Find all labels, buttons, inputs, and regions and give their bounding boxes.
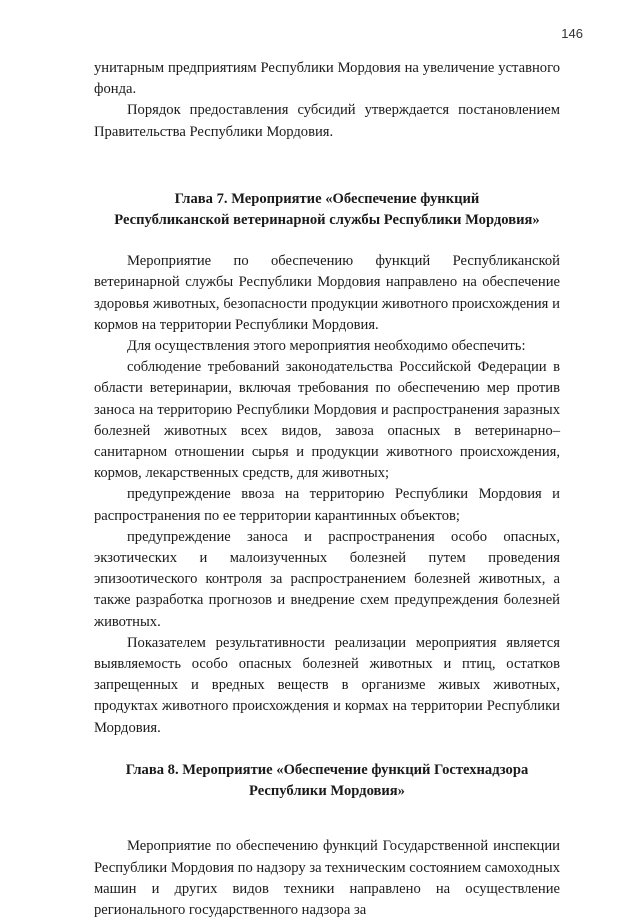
chapter-8-heading-line-2: Республики Мордовия» bbox=[249, 783, 405, 800]
paragraph: Показателем результативности реализации мероприятия является выявляемость особо опасных болезней животных и птиц, остатков запрещенных и вредных веществ в организме живых животных, продуктах животного происхождения и кормах на территории Республики Мордовия. bbox=[94, 634, 560, 736]
paragraph: Для осуществления этого мероприятия необходимо обеспечить: bbox=[127, 338, 526, 355]
chapter-8-heading-line-1: Глава 8. Мероприятие «Обеспечение функций Гостехнадзора bbox=[125, 761, 529, 778]
paragraph: Мероприятие по обеспечению функций Республиканской ветеринарной службы Республики Мордовия направлено на обеспечение здоровья животных, безопасности продукции животного происхождения и кормов на территории Республики Мордовия. bbox=[94, 253, 560, 333]
chapter-7-heading-line-2: Республиканской ветеринарной службы Республики Мордовия» bbox=[114, 212, 540, 229]
chapter-7-heading-line-1: Глава 7. Мероприятие «Обеспечение функций bbox=[174, 190, 480, 207]
paragraph: Мероприятие по обеспечению функций Государственной инспекции Республики Мордовия по надзору за техническим состоянием самоходных машин и других видов техники направлено на осуществление регионального государственного надзора за bbox=[94, 838, 561, 918]
paragraph: предупреждение ввоза на территорию Республики Мордовия и распространения по ее территории карантинных объектов; bbox=[94, 486, 560, 524]
paragraph: унитарным предприятиям Республики Мордовия на увеличение уставного фонда. bbox=[94, 60, 560, 98]
paragraph: предупреждение заноса и распространения особо опасных, экзотических и малоизученных болезней путем проведения эпизоотического контроля за распространением болезней животных, а также разработка прогнозов и внедрение схем предупреждения болезней животных. bbox=[94, 528, 560, 630]
document-body bbox=[94, 58, 560, 921]
page-number: 146 bbox=[561, 26, 583, 41]
paragraph: соблюдение требований законодательства Российской Федерации в области ветеринарии, включая требования по обеспечению мер против заноса на территорию Республики Мордовия и распространения заразных болезней животных всех видов, завоза опасных в ветеринарно–санитарном отношении сырья и продукции животного происхождения, кормов, лекарственных средств, для животных; bbox=[94, 359, 560, 482]
paragraph: Порядок предоставления субсидий утверждается постановлением Правительства Республики Мордовия. bbox=[94, 102, 560, 140]
